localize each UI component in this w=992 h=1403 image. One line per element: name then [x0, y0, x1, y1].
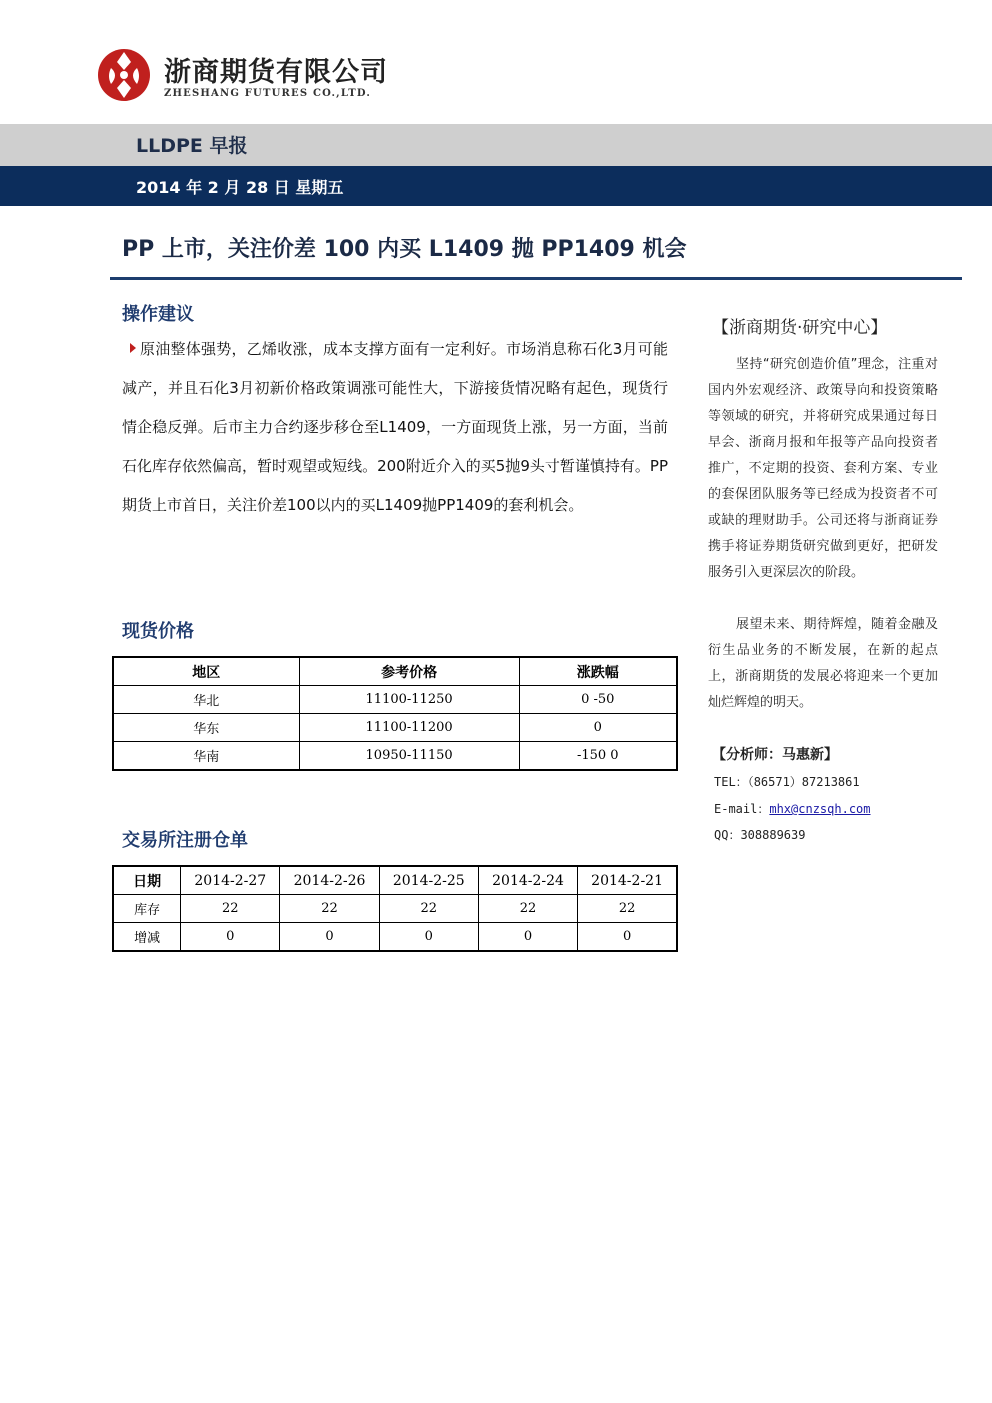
value-cell: 0	[181, 923, 280, 952]
change-cell: 0 -50	[519, 686, 677, 714]
header-cell: 2014-2-26	[280, 866, 379, 895]
warehouse-receipt-table	[112, 865, 678, 952]
header-cell: 地区	[113, 657, 299, 686]
qq-label: QQ：	[714, 828, 741, 842]
analyst-phone	[714, 773, 860, 790]
analyst-qq	[714, 826, 805, 843]
change-cell: 0	[519, 714, 677, 742]
value-cell: 22	[181, 895, 280, 923]
header-cell: 2014-2-21	[578, 866, 677, 895]
research-center-intro: 坚持“研究创造价值”理念，注重对国内外宏观经济、政策导向和投资策略等领域的研究，并将研究成果通过每日早会、浙商月报和年报等产品向投资者推广，不定期的投资、套利方案、专业的套保团队服务等已经成为投资者不可或缺的理财助手。公司还将与浙商证券携手将证券期货研究做到更好，把研发服务引入更深层次的阶段。	[708, 357, 938, 580]
research-center-title: 【浙商期货·研究中心】	[712, 318, 888, 338]
table-header-row	[113, 657, 677, 686]
email-link[interactable]: mhx@cnzsqh.com	[769, 802, 871, 816]
table-row	[113, 742, 677, 771]
zheshang-logo-icon	[97, 48, 151, 102]
spot-section-title: 现货价格	[122, 621, 194, 642]
header-cell: 涨跌幅	[519, 657, 677, 686]
table-row	[113, 923, 677, 952]
advice-paragraph: 原油整体强势，乙烯收涨，成本支撑方面有一定利好。市场消息称石化3月可能减产，并且石化3月初新价格政策调涨可能性大，下游接货情况略有起色，现货行情企稳反弹。后市主力合约逐步移仓至L1409，一方面现货上涨，另一方面，当前石化库存依然偏高，暂时观望或短线。200附近介入的买5抛9头寸暂谨慎持有。PP期货上市首日，关注价差100以内的买L1409抛PP1409的套利机会。	[122, 340, 668, 514]
header-cell: 参考价格	[299, 657, 519, 686]
company-name-cn: 浙商期货有限公司	[164, 57, 388, 88]
region-cell: 华东	[113, 714, 299, 742]
region-cell: 华北	[113, 686, 299, 714]
value-cell: 22	[578, 895, 677, 923]
headline: PP 上市，关注价差 100 内买 L1409 抛 PP1409 机会	[122, 237, 687, 262]
table-row	[113, 714, 677, 742]
advice-section-title: 操作建议	[122, 304, 194, 325]
value-cell: 22	[379, 895, 478, 923]
value-cell: 0	[478, 923, 577, 952]
analyst-name: 【分析师：马惠新】	[712, 747, 838, 763]
value-cell: 0	[379, 923, 478, 952]
report-date: 2014 年 2 月 28 日 星期五	[136, 178, 344, 197]
price-cell: 11100-11200	[299, 714, 519, 742]
header-cell: 2014-2-25	[379, 866, 478, 895]
value-cell: 22	[280, 895, 379, 923]
phone-label: TEL：	[714, 775, 748, 789]
header-cell: 2014-2-24	[478, 866, 577, 895]
price-cell: 11100-11250	[299, 686, 519, 714]
value-cell: 0	[578, 923, 677, 952]
report-title: LLDPE 早报	[136, 135, 248, 157]
value-cell: 22	[478, 895, 577, 923]
table-row	[113, 686, 677, 714]
company-name-en: ZHESHANG FUTURES CO.,LTD.	[164, 88, 372, 99]
row-label-cell: 增减	[113, 923, 181, 952]
email-label: E-mail：	[714, 802, 770, 816]
change-cell: -150 0	[519, 742, 677, 771]
phone-value: （86571）87213861	[747, 775, 860, 789]
headline-divider	[110, 277, 962, 280]
price-cell: 10950-11150	[299, 742, 519, 771]
header-cell: 日期	[113, 866, 181, 895]
table-header-row	[113, 866, 677, 895]
row-label-cell: 库存	[113, 895, 181, 923]
warehouse-section-title: 交易所注册仓单	[122, 830, 248, 851]
region-cell: 华南	[113, 742, 299, 771]
research-center-outlook: 展望未来、期待辉煌，随着金融及衍生品业务的不断发展，在新的起点上，浙商期货的发展必将迎来一个更加灿烂辉煌的明天。	[708, 617, 938, 710]
table-row	[113, 895, 677, 923]
analyst-email	[714, 800, 871, 817]
qq-value: 308889639	[740, 828, 806, 842]
spot-price-table	[112, 656, 678, 771]
value-cell: 0	[280, 923, 379, 952]
header-cell: 2014-2-27	[181, 866, 280, 895]
